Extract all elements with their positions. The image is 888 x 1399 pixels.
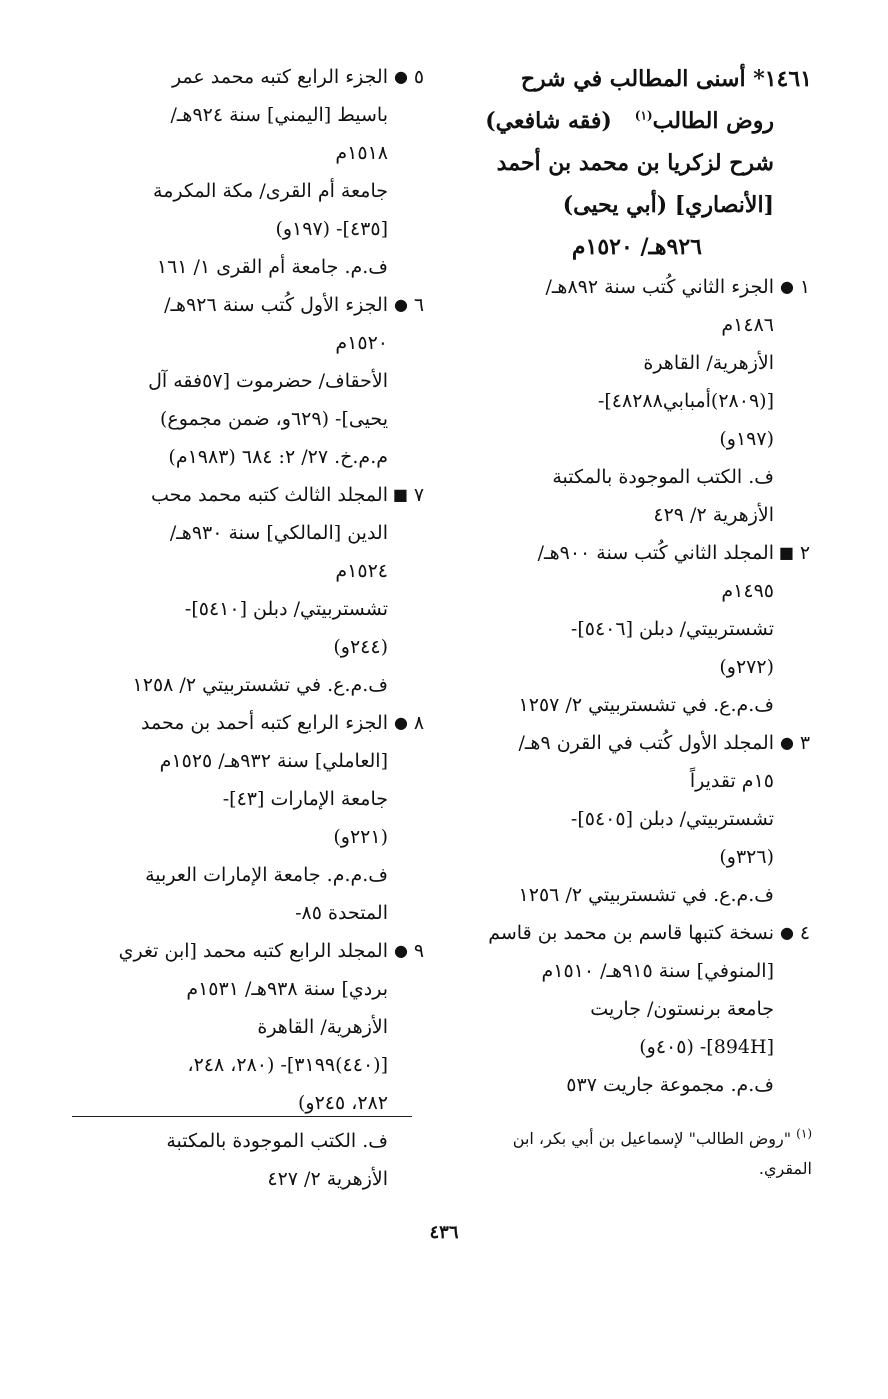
entry-line: الأزهرية ٢/ ٤٢٩ xyxy=(653,504,774,526)
circle-bullet-icon: ● xyxy=(780,277,794,296)
entry-line: ف.م. مجموعة جاريت ٥٣٧ xyxy=(566,1074,774,1096)
entry-number: ٧ xyxy=(413,484,425,506)
entry-number: ٦ xyxy=(413,294,425,316)
subject-label: (فقه شافعي) xyxy=(485,108,612,134)
entry-line: [٤٣٥]- (١٩٧و) xyxy=(275,218,388,240)
entry-number: ٨ xyxy=(413,712,425,734)
entry-line: ١٥١٨م xyxy=(335,142,388,164)
entry-line: الأزهرية/ القاهرة xyxy=(643,352,774,374)
page-number: ٤٣٦ xyxy=(429,1222,459,1243)
entry-line: ١٥م تقديراً xyxy=(689,770,774,792)
entry-line: [المنوفي] سنة ٩١٥هـ/ ١٥١٠م xyxy=(541,960,774,982)
entry-line: [العاملي] سنة ٩٣٢هـ/ ١٥٢٥م xyxy=(159,750,388,772)
circle-bullet-icon: ● xyxy=(780,923,794,942)
manuscript-entry xyxy=(484,268,812,534)
entry-line: (٢٤٤و) xyxy=(333,636,388,658)
entry-line: [(٤٤٠)٣١٩٩]- (٢٨٠، ٢٤٨، xyxy=(187,1054,388,1076)
entry-line: (٣٢٦و) xyxy=(719,846,774,868)
square-bullet-icon: ■ xyxy=(392,485,408,504)
heading-line-1: ١٤٦١* أسنى المطالب في شرح xyxy=(520,66,812,92)
circle-bullet-icon: ● xyxy=(394,713,408,732)
entry-line: بردي] سنة ٩٣٨هـ/ ١٥٣١م xyxy=(186,978,388,1000)
entry-number: ٩ xyxy=(413,940,425,962)
entry-line: المتحدة ٨٥- xyxy=(295,902,388,924)
entry-line: (٢٢١و) xyxy=(333,826,388,848)
entry-line: ١٤٩٥م xyxy=(721,580,774,602)
heading-line-3: شرح لزكريا بن محمد بن أحمد xyxy=(496,150,774,176)
entry-line: يحيى]- (٦٢٩و، ضمن مجموع) xyxy=(159,408,388,430)
entry-line: م.م.خ. ٢٧/ ٢: ٦٨٤ (١٩٨٣م) xyxy=(168,446,388,468)
entry-line: المجلد الثاني كُتب سنة ٩٠٠هـ/ xyxy=(537,542,774,564)
footnote-rule xyxy=(72,1116,412,1117)
footnote-number: (١) xyxy=(796,1126,812,1141)
entry-line: [894H]- (٤٠٥و) xyxy=(639,1036,774,1058)
circle-bullet-icon: ● xyxy=(394,67,408,86)
entry-line: جامعة برنستون/ جاريت xyxy=(590,998,774,1020)
entry-line: الدين [المالكي] سنة ٩٣٠هـ/ xyxy=(169,522,388,544)
entry-line: ف.م.م. جامعة الإمارات العربية xyxy=(145,864,388,886)
manuscript-entry xyxy=(98,286,426,476)
entry-line: الأزهرية/ القاهرة xyxy=(257,1016,388,1038)
footnote-marker: (١) xyxy=(634,108,653,123)
entry-number: ٥ xyxy=(413,66,425,88)
entry-line: الجزء الرابع كتبه محمد عمر xyxy=(171,66,388,88)
entry-line: جامعة أم القرى/ مكة المكرمة xyxy=(153,180,388,202)
manuscript-entry xyxy=(98,932,426,1198)
entry-line: تشستربيتي/ دبلن [٥٤٠٦]- xyxy=(570,618,774,640)
entry-line: ف.م.ع. في تشستربيتي ٢/ ١٢٥٧ xyxy=(518,694,774,716)
heading-line-5: ٩٢٦هـ/ ١٥٢٠م xyxy=(571,234,702,260)
entry-number: ١ xyxy=(799,276,811,298)
entry-line: الجزء الرابع كتبه أحمد بن محمد xyxy=(140,712,388,734)
entry-line: المجلد الأول كُتب في القرن ٩هـ/ xyxy=(518,732,774,754)
entry-number: ٤ xyxy=(799,922,811,944)
entry-line: [(٢٨٠٩)أمبابي٤٨٢٨٨]- xyxy=(597,390,774,412)
right-column xyxy=(484,58,812,1104)
entry-line: تشستربيتي/ دبلن [٥٤١٠]- xyxy=(184,598,388,620)
heading-line-4: [الأنصاري] (أبي يحيى) xyxy=(562,192,774,218)
entry-line: جامعة الإمارات [٤٣]- xyxy=(222,788,388,810)
entry-line: (٢٧٢و) xyxy=(719,656,774,678)
footnote-text: "روض الطالب" لإسماعيل بن أبي بكر، ابن المقري. xyxy=(512,1129,812,1178)
entry-line: ١٥٢٠م xyxy=(335,332,388,354)
entry-line: الجزء الأول كُتب سنة ٩٢٦هـ/ xyxy=(164,294,388,316)
manuscript-entry xyxy=(484,914,812,1104)
circle-bullet-icon: ● xyxy=(394,941,408,960)
entry-line: ف. الكتب الموجودة بالمكتبة xyxy=(166,1130,388,1152)
manuscript-entry xyxy=(98,704,426,932)
manuscript-entry xyxy=(484,534,812,724)
entry-line: ١٤٨٦م xyxy=(721,314,774,336)
manuscript-entry xyxy=(98,476,426,704)
entry-line: ف. الكتب الموجودة بالمكتبة xyxy=(552,466,774,488)
footnote xyxy=(482,1124,812,1184)
entry-line: الأحقاف/ حضرموت [٥٧فقه آل xyxy=(148,370,388,392)
entry-line: المجلد الثالث كتبه محمد محب xyxy=(151,484,388,506)
right-entries-list xyxy=(484,268,812,1104)
entry-line: الأزهرية ٢/ ٤٢٧ xyxy=(267,1168,388,1190)
circle-bullet-icon: ● xyxy=(780,733,794,752)
entry-line: تشستربيتي/ دبلن [٥٤٠٥]- xyxy=(570,808,774,830)
manuscript-entry xyxy=(484,724,812,914)
left-entries-list xyxy=(98,58,426,1198)
entry-line: ف.م.ع. في تشستربيتي ٢/ ١٢٥٦ xyxy=(518,884,774,906)
square-bullet-icon: ■ xyxy=(778,543,794,562)
entry-number: ٣ xyxy=(799,732,811,754)
entry-line: ٢٨٢، ٢٤٥و) xyxy=(297,1092,388,1114)
entry-line: (١٩٧و) xyxy=(719,428,774,450)
entry-line: ١٥٢٤م xyxy=(335,560,388,582)
entry-number: ٢ xyxy=(799,542,811,564)
manuscript-entry xyxy=(98,58,426,286)
circle-bullet-icon: ● xyxy=(394,295,408,314)
entry-heading xyxy=(484,58,812,268)
entry-line: نسخة كتبها قاسم بن محمد بن قاسم xyxy=(488,922,774,944)
heading-line-2: روض الطالب$^{(١)}$ (فقه شافعي) xyxy=(485,108,774,134)
entry-line: المجلد الرابع كتبه محمد [ابن تغري xyxy=(118,940,388,962)
entry-line: باسيط [اليمني] سنة ٩٢٤هـ/ xyxy=(170,104,388,126)
entry-line: الجزء الثاني كُتب سنة ٨٩٢هـ/ xyxy=(545,276,774,298)
entry-line: ف.م. جامعة أم القرى ١/ ١٦١ xyxy=(156,256,388,278)
left-column xyxy=(98,58,426,1198)
entry-line: ف.م.ع. في تشستربيتي ٢/ ١٢٥٨ xyxy=(132,674,388,696)
